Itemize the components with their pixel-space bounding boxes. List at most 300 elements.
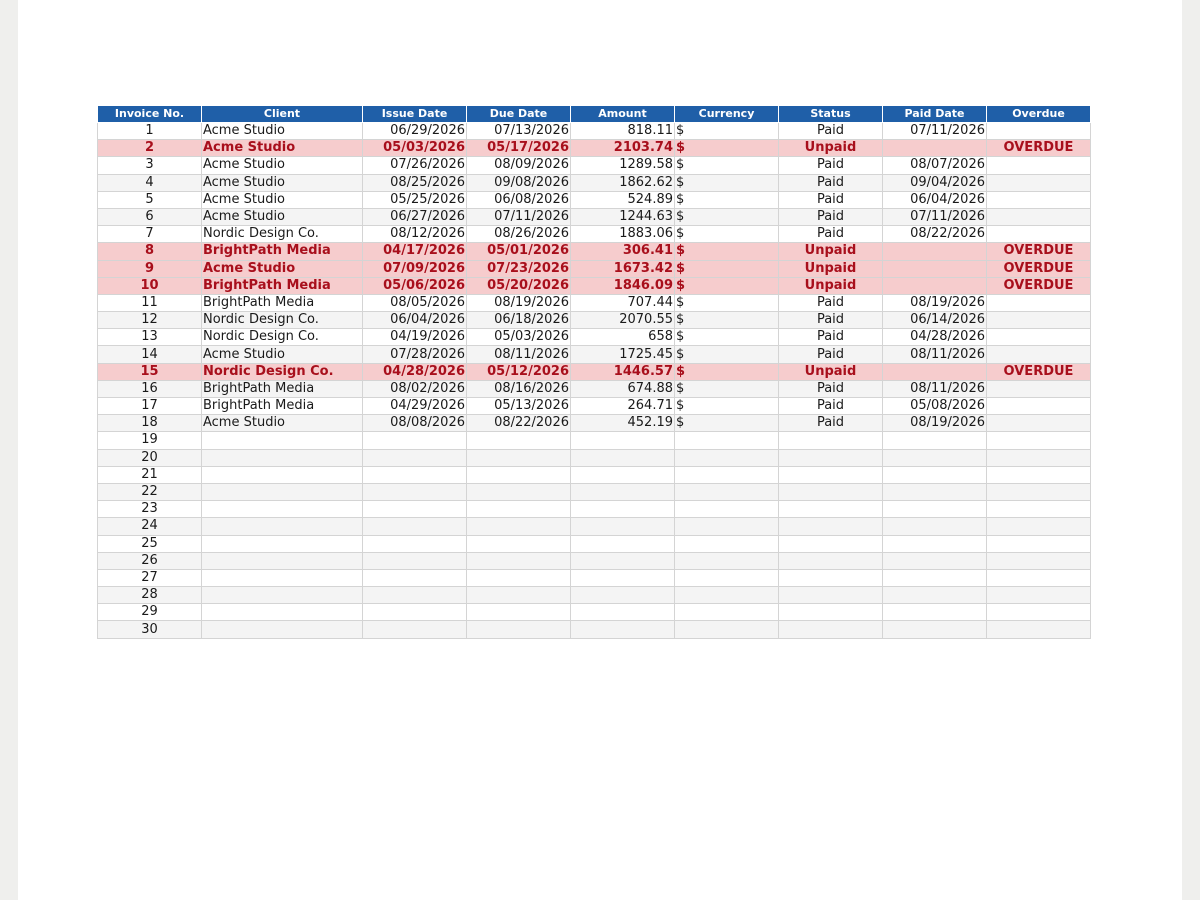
table-row — [98, 552, 1091, 569]
due-date-cell[interactable]: 08/26/2026 — [467, 226, 571, 243]
invoice-number-cell[interactable]: 16 — [98, 380, 202, 397]
issue-date-cell[interactable] — [363, 621, 467, 638]
client-cell[interactable]: Acme Studio — [202, 346, 363, 363]
table-row — [98, 157, 1091, 174]
due-date-cell[interactable]: 05/13/2026 — [467, 398, 571, 415]
client-cell[interactable]: Acme Studio — [202, 174, 363, 191]
paid-date-cell[interactable]: 07/11/2026 — [883, 208, 987, 225]
table-row — [98, 277, 1091, 294]
invoice-number-cell[interactable]: 5 — [98, 191, 202, 208]
currency-cell[interactable]: $ — [675, 294, 779, 311]
header-row — [98, 106, 1091, 123]
paid-date-cell[interactable]: 08/11/2026 — [883, 380, 987, 397]
status-cell[interactable] — [779, 587, 883, 604]
status-cell[interactable] — [779, 483, 883, 500]
invoice-number-cell[interactable]: 3 — [98, 157, 202, 174]
client-cell[interactable]: Acme Studio — [202, 123, 363, 140]
issue-date-cell[interactable]: 04/28/2026 — [363, 363, 467, 380]
invoice-number-cell[interactable]: 4 — [98, 174, 202, 191]
invoice-number-cell[interactable]: 21 — [98, 466, 202, 483]
currency-cell[interactable]: $ — [675, 226, 779, 243]
invoice-number-cell[interactable]: 20 — [98, 449, 202, 466]
currency-cell[interactable] — [675, 449, 779, 466]
client-cell[interactable]: Nordic Design Co. — [202, 226, 363, 243]
currency-cell[interactable]: $ — [675, 380, 779, 397]
overdue-cell[interactable] — [987, 346, 1091, 363]
paid-date-cell[interactable]: 08/07/2026 — [883, 157, 987, 174]
due-date-cell[interactable]: 07/23/2026 — [467, 260, 571, 277]
amount-cell[interactable] — [571, 621, 675, 638]
issue-date-cell[interactable] — [363, 569, 467, 586]
client-cell[interactable]: Acme Studio — [202, 140, 363, 157]
currency-cell[interactable]: $ — [675, 329, 779, 346]
due-date-cell[interactable]: 05/01/2026 — [467, 243, 571, 260]
invoice-number-cell[interactable]: 19 — [98, 432, 202, 449]
currency-cell[interactable] — [675, 569, 779, 586]
currency-cell[interactable]: $ — [675, 174, 779, 191]
client-cell[interactable] — [202, 518, 363, 535]
invoice-number-cell[interactable]: 15 — [98, 363, 202, 380]
currency-cell[interactable] — [675, 466, 779, 483]
amount-cell[interactable]: 264.71 — [571, 398, 675, 415]
issue-date-cell[interactable]: 08/25/2026 — [363, 174, 467, 191]
overdue-cell[interactable] — [987, 294, 1091, 311]
issue-date-cell[interactable]: 07/09/2026 — [363, 260, 467, 277]
overdue-cell[interactable] — [987, 157, 1091, 174]
currency-cell[interactable]: $ — [675, 191, 779, 208]
amount-cell[interactable]: 658 — [571, 329, 675, 346]
issue-date-cell[interactable] — [363, 449, 467, 466]
status-cell[interactable] — [779, 501, 883, 518]
paid-date-cell[interactable]: 04/28/2026 — [883, 329, 987, 346]
client-cell[interactable]: BrightPath Media — [202, 277, 363, 294]
status-cell[interactable] — [779, 604, 883, 621]
client-cell[interactable]: Acme Studio — [202, 415, 363, 432]
table-row — [98, 294, 1091, 311]
paid-date-cell[interactable] — [883, 277, 987, 294]
amount-cell[interactable] — [571, 552, 675, 569]
table-body — [98, 123, 1091, 639]
amount-cell[interactable] — [571, 466, 675, 483]
invoice-number-cell[interactable]: 13 — [98, 329, 202, 346]
status-cell[interactable]: Unpaid — [779, 260, 883, 277]
due-date-cell[interactable] — [467, 432, 571, 449]
paid-date-cell[interactable] — [883, 483, 987, 500]
column-header-paid-date[interactable]: Paid Date — [883, 106, 987, 123]
amount-cell[interactable]: 1289.58 — [571, 157, 675, 174]
due-date-cell[interactable]: 08/09/2026 — [467, 157, 571, 174]
issue-date-cell[interactable]: 04/29/2026 — [363, 398, 467, 415]
paid-date-cell[interactable] — [883, 432, 987, 449]
due-date-cell[interactable]: 06/18/2026 — [467, 312, 571, 329]
status-cell[interactable]: Paid — [779, 380, 883, 397]
currency-cell[interactable]: $ — [675, 312, 779, 329]
paid-date-cell[interactable] — [883, 449, 987, 466]
invoice-number-cell[interactable]: 10 — [98, 277, 202, 294]
paid-date-cell[interactable] — [883, 569, 987, 586]
client-cell[interactable]: Acme Studio — [202, 260, 363, 277]
currency-cell[interactable]: $ — [675, 123, 779, 140]
due-date-cell[interactable] — [467, 518, 571, 535]
issue-date-cell[interactable] — [363, 535, 467, 552]
table-row — [98, 518, 1091, 535]
invoice-number-cell[interactable]: 8 — [98, 243, 202, 260]
paid-date-cell[interactable] — [883, 604, 987, 621]
overdue-cell[interactable] — [987, 621, 1091, 638]
paid-date-cell[interactable]: 08/19/2026 — [883, 294, 987, 311]
status-cell[interactable]: Paid — [779, 157, 883, 174]
overdue-cell[interactable] — [987, 191, 1091, 208]
issue-date-cell[interactable]: 05/03/2026 — [363, 140, 467, 157]
paid-date-cell[interactable]: 08/19/2026 — [883, 415, 987, 432]
table-row — [98, 260, 1091, 277]
currency-cell[interactable] — [675, 621, 779, 638]
table-row — [98, 191, 1091, 208]
client-cell[interactable]: Acme Studio — [202, 157, 363, 174]
paid-date-cell[interactable]: 09/04/2026 — [883, 174, 987, 191]
amount-cell[interactable]: 2103.74 — [571, 140, 675, 157]
amount-cell[interactable]: 2070.55 — [571, 312, 675, 329]
client-cell[interactable]: BrightPath Media — [202, 294, 363, 311]
currency-cell[interactable]: $ — [675, 243, 779, 260]
invoice-number-cell[interactable]: 18 — [98, 415, 202, 432]
due-date-cell[interactable] — [467, 449, 571, 466]
overdue-cell[interactable]: OVERDUE — [987, 363, 1091, 380]
column-header-issue-date[interactable]: Issue Date — [363, 106, 467, 123]
overdue-cell[interactable] — [987, 535, 1091, 552]
paid-date-cell[interactable] — [883, 535, 987, 552]
amount-cell[interactable]: 306.41 — [571, 243, 675, 260]
issue-date-cell[interactable] — [363, 466, 467, 483]
paid-date-cell[interactable] — [883, 363, 987, 380]
client-cell[interactable]: Nordic Design Co. — [202, 329, 363, 346]
issue-date-cell[interactable]: 06/04/2026 — [363, 312, 467, 329]
due-date-cell[interactable]: 05/12/2026 — [467, 363, 571, 380]
column-header-currency[interactable]: Currency — [675, 106, 779, 123]
paid-date-cell[interactable] — [883, 501, 987, 518]
overdue-cell[interactable] — [987, 466, 1091, 483]
amount-cell[interactable]: 1673.42 — [571, 260, 675, 277]
due-date-cell[interactable]: 06/08/2026 — [467, 191, 571, 208]
status-cell[interactable]: Unpaid — [779, 363, 883, 380]
issue-date-cell[interactable] — [363, 552, 467, 569]
issue-date-cell[interactable] — [363, 501, 467, 518]
amount-cell[interactable]: 524.89 — [571, 191, 675, 208]
paid-date-cell[interactable] — [883, 552, 987, 569]
status-cell[interactable]: Paid — [779, 329, 883, 346]
paid-date-cell[interactable]: 06/04/2026 — [883, 191, 987, 208]
overdue-cell[interactable] — [987, 208, 1091, 225]
invoice-number-cell[interactable]: 26 — [98, 552, 202, 569]
amount-cell[interactable]: 1846.09 — [571, 277, 675, 294]
status-cell[interactable] — [779, 432, 883, 449]
currency-cell[interactable] — [675, 483, 779, 500]
table-row — [98, 226, 1091, 243]
due-date-cell[interactable] — [467, 552, 571, 569]
table-row — [98, 398, 1091, 415]
amount-cell[interactable] — [571, 501, 675, 518]
invoice-number-cell[interactable]: 14 — [98, 346, 202, 363]
currency-cell[interactable]: $ — [675, 208, 779, 225]
invoice-number-cell[interactable]: 27 — [98, 569, 202, 586]
paid-date-cell[interactable]: 08/11/2026 — [883, 346, 987, 363]
status-cell[interactable] — [779, 518, 883, 535]
table-row — [98, 329, 1091, 346]
due-date-cell[interactable] — [467, 587, 571, 604]
overdue-cell[interactable] — [987, 587, 1091, 604]
client-cell[interactable] — [202, 587, 363, 604]
currency-cell[interactable] — [675, 501, 779, 518]
amount-cell[interactable] — [571, 569, 675, 586]
invoice-number-cell[interactable]: 25 — [98, 535, 202, 552]
due-date-cell[interactable]: 05/20/2026 — [467, 277, 571, 294]
column-header-overdue[interactable]: Overdue — [987, 106, 1091, 123]
due-date-cell[interactable] — [467, 569, 571, 586]
status-cell[interactable]: Paid — [779, 294, 883, 311]
table-row — [98, 569, 1091, 586]
issue-date-cell[interactable] — [363, 432, 467, 449]
status-cell[interactable]: Paid — [779, 346, 883, 363]
overdue-cell[interactable]: OVERDUE — [987, 277, 1091, 294]
amount-cell[interactable]: 674.88 — [571, 380, 675, 397]
status-cell[interactable] — [779, 466, 883, 483]
overdue-cell[interactable]: OVERDUE — [987, 140, 1091, 157]
currency-cell[interactable]: $ — [675, 398, 779, 415]
overdue-cell[interactable]: OVERDUE — [987, 260, 1091, 277]
table-row — [98, 621, 1091, 638]
due-date-cell[interactable]: 08/22/2026 — [467, 415, 571, 432]
issue-date-cell[interactable]: 08/08/2026 — [363, 415, 467, 432]
column-header-client[interactable]: Client — [202, 106, 363, 123]
invoice-number-cell[interactable]: 11 — [98, 294, 202, 311]
status-cell[interactable] — [779, 535, 883, 552]
column-header-amount[interactable]: Amount — [571, 106, 675, 123]
table-row — [98, 535, 1091, 552]
overdue-cell[interactable] — [987, 329, 1091, 346]
amount-cell[interactable] — [571, 604, 675, 621]
due-date-cell[interactable]: 07/13/2026 — [467, 123, 571, 140]
invoice-number-cell[interactable]: 12 — [98, 312, 202, 329]
invoice-number-cell[interactable]: 22 — [98, 483, 202, 500]
due-date-cell[interactable] — [467, 466, 571, 483]
client-cell[interactable] — [202, 466, 363, 483]
amount-cell[interactable]: 1446.57 — [571, 363, 675, 380]
amount-cell[interactable]: 1725.45 — [571, 346, 675, 363]
status-cell[interactable] — [779, 569, 883, 586]
invoice-number-cell[interactable]: 1 — [98, 123, 202, 140]
status-cell[interactable]: Paid — [779, 398, 883, 415]
client-cell[interactable]: BrightPath Media — [202, 243, 363, 260]
currency-cell[interactable]: $ — [675, 415, 779, 432]
overdue-cell[interactable] — [987, 312, 1091, 329]
amount-cell[interactable] — [571, 449, 675, 466]
overdue-cell[interactable] — [987, 226, 1091, 243]
issue-date-cell[interactable]: 05/25/2026 — [363, 191, 467, 208]
client-cell[interactable] — [202, 569, 363, 586]
invoice-number-cell[interactable]: 23 — [98, 501, 202, 518]
amount-cell[interactable]: 1244.63 — [571, 208, 675, 225]
due-date-cell[interactable]: 08/19/2026 — [467, 294, 571, 311]
client-cell[interactable] — [202, 449, 363, 466]
invoice-number-cell[interactable]: 24 — [98, 518, 202, 535]
issue-date-cell[interactable]: 05/06/2026 — [363, 277, 467, 294]
paid-date-cell[interactable] — [883, 243, 987, 260]
status-cell[interactable] — [779, 621, 883, 638]
status-cell[interactable]: Unpaid — [779, 140, 883, 157]
issue-date-cell[interactable] — [363, 483, 467, 500]
column-header-due-date[interactable]: Due Date — [467, 106, 571, 123]
currency-cell[interactable] — [675, 535, 779, 552]
client-cell[interactable] — [202, 483, 363, 500]
overdue-cell[interactable] — [987, 123, 1091, 140]
invoice-number-cell[interactable]: 9 — [98, 260, 202, 277]
table-row — [98, 140, 1091, 157]
client-cell[interactable] — [202, 621, 363, 638]
invoice-number-cell[interactable]: 28 — [98, 587, 202, 604]
amount-cell[interactable] — [571, 535, 675, 552]
currency-cell[interactable]: $ — [675, 260, 779, 277]
paid-date-cell[interactable] — [883, 621, 987, 638]
client-cell[interactable]: BrightPath Media — [202, 380, 363, 397]
paid-date-cell[interactable]: 08/22/2026 — [883, 226, 987, 243]
amount-cell[interactable]: 707.44 — [571, 294, 675, 311]
amount-cell[interactable] — [571, 518, 675, 535]
currency-cell[interactable]: $ — [675, 363, 779, 380]
currency-cell[interactable]: $ — [675, 157, 779, 174]
table-row — [98, 363, 1091, 380]
amount-cell[interactable]: 818.11 — [571, 123, 675, 140]
due-date-cell[interactable]: 08/16/2026 — [467, 380, 571, 397]
paid-date-cell[interactable] — [883, 260, 987, 277]
amount-cell[interactable]: 1862.62 — [571, 174, 675, 191]
amount-cell[interactable]: 1883.06 — [571, 226, 675, 243]
client-cell[interactable] — [202, 552, 363, 569]
overdue-cell[interactable] — [987, 380, 1091, 397]
overdue-cell[interactable] — [987, 518, 1091, 535]
status-cell[interactable]: Paid — [779, 191, 883, 208]
status-cell[interactable]: Paid — [779, 174, 883, 191]
overdue-cell[interactable] — [987, 432, 1091, 449]
invoice-number-cell[interactable]: 17 — [98, 398, 202, 415]
status-cell[interactable] — [779, 552, 883, 569]
status-cell[interactable]: Unpaid — [779, 243, 883, 260]
issue-date-cell[interactable]: 04/17/2026 — [363, 243, 467, 260]
table-row — [98, 604, 1091, 621]
currency-cell[interactable] — [675, 518, 779, 535]
client-cell[interactable]: Nordic Design Co. — [202, 363, 363, 380]
column-header-invoice-no[interactable]: Invoice No. — [98, 106, 202, 123]
paid-date-cell[interactable] — [883, 466, 987, 483]
due-date-cell[interactable] — [467, 501, 571, 518]
overdue-cell[interactable] — [987, 415, 1091, 432]
status-cell[interactable]: Paid — [779, 226, 883, 243]
currency-cell[interactable] — [675, 587, 779, 604]
client-cell[interactable]: Nordic Design Co. — [202, 312, 363, 329]
table-row — [98, 432, 1091, 449]
issue-date-cell[interactable]: 04/19/2026 — [363, 329, 467, 346]
due-date-cell[interactable] — [467, 621, 571, 638]
client-cell[interactable] — [202, 432, 363, 449]
due-date-cell[interactable]: 09/08/2026 — [467, 174, 571, 191]
due-date-cell[interactable] — [467, 483, 571, 500]
invoice-number-cell[interactable]: 30 — [98, 621, 202, 638]
currency-cell[interactable] — [675, 604, 779, 621]
overdue-cell[interactable] — [987, 174, 1091, 191]
issue-date-cell[interactable] — [363, 604, 467, 621]
currency-cell[interactable]: $ — [675, 277, 779, 294]
client-cell[interactable] — [202, 501, 363, 518]
overdue-cell[interactable] — [987, 449, 1091, 466]
amount-cell[interactable] — [571, 587, 675, 604]
status-cell[interactable]: Paid — [779, 415, 883, 432]
client-cell[interactable]: BrightPath Media — [202, 398, 363, 415]
paid-date-cell[interactable] — [883, 140, 987, 157]
due-date-cell[interactable]: 07/11/2026 — [467, 208, 571, 225]
status-cell[interactable] — [779, 449, 883, 466]
currency-cell[interactable] — [675, 552, 779, 569]
invoice-number-cell[interactable]: 6 — [98, 208, 202, 225]
invoice-number-cell[interactable]: 7 — [98, 226, 202, 243]
table-row — [98, 174, 1091, 191]
due-date-cell[interactable] — [467, 535, 571, 552]
invoice-number-cell[interactable]: 2 — [98, 140, 202, 157]
status-cell[interactable]: Paid — [779, 208, 883, 225]
issue-date-cell[interactable] — [363, 518, 467, 535]
due-date-cell[interactable]: 08/11/2026 — [467, 346, 571, 363]
issue-date-cell[interactable]: 07/26/2026 — [363, 157, 467, 174]
overdue-cell[interactable] — [987, 569, 1091, 586]
due-date-cell[interactable] — [467, 604, 571, 621]
status-cell[interactable]: Paid — [779, 312, 883, 329]
amount-cell[interactable] — [571, 432, 675, 449]
column-header-status[interactable]: Status — [779, 106, 883, 123]
issue-date-cell[interactable]: 08/12/2026 — [363, 226, 467, 243]
paid-date-cell[interactable]: 07/11/2026 — [883, 123, 987, 140]
client-cell[interactable]: Acme Studio — [202, 208, 363, 225]
invoice-number-cell[interactable]: 29 — [98, 604, 202, 621]
paid-date-cell[interactable] — [883, 587, 987, 604]
spreadsheet-page — [18, 0, 1182, 900]
overdue-cell[interactable] — [987, 483, 1091, 500]
issue-date-cell[interactable]: 06/29/2026 — [363, 123, 467, 140]
paid-date-cell[interactable] — [883, 518, 987, 535]
due-date-cell[interactable]: 05/17/2026 — [467, 140, 571, 157]
status-cell[interactable]: Paid — [779, 123, 883, 140]
currency-cell[interactable]: $ — [675, 140, 779, 157]
client-cell[interactable] — [202, 604, 363, 621]
issue-date-cell[interactable]: 08/02/2026 — [363, 380, 467, 397]
overdue-cell[interactable] — [987, 604, 1091, 621]
amount-cell[interactable]: 452.19 — [571, 415, 675, 432]
client-cell[interactable] — [202, 535, 363, 552]
status-cell[interactable]: Unpaid — [779, 277, 883, 294]
issue-date-cell[interactable]: 08/05/2026 — [363, 294, 467, 311]
paid-date-cell[interactable]: 06/14/2026 — [883, 312, 987, 329]
issue-date-cell[interactable]: 07/28/2026 — [363, 346, 467, 363]
amount-cell[interactable] — [571, 483, 675, 500]
issue-date-cell[interactable]: 06/27/2026 — [363, 208, 467, 225]
overdue-cell[interactable]: OVERDUE — [987, 243, 1091, 260]
overdue-cell[interactable] — [987, 552, 1091, 569]
issue-date-cell[interactable] — [363, 587, 467, 604]
currency-cell[interactable] — [675, 432, 779, 449]
client-cell[interactable]: Acme Studio — [202, 191, 363, 208]
overdue-cell[interactable] — [987, 398, 1091, 415]
due-date-cell[interactable]: 05/03/2026 — [467, 329, 571, 346]
currency-cell[interactable]: $ — [675, 346, 779, 363]
overdue-cell[interactable] — [987, 501, 1091, 518]
paid-date-cell[interactable]: 05/08/2026 — [883, 398, 987, 415]
